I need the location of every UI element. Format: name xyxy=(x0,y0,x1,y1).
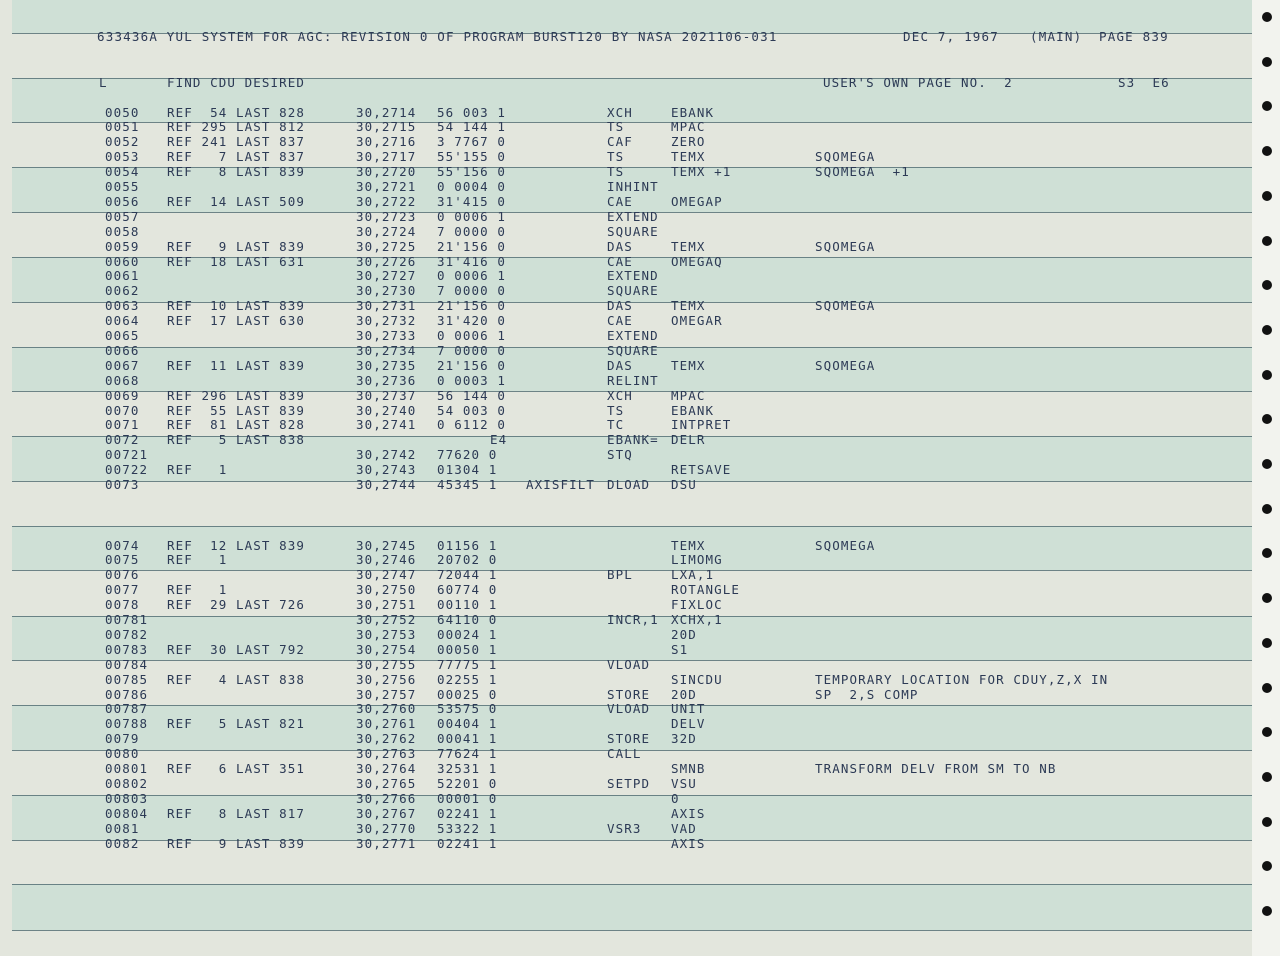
listing-address: 30,2757 xyxy=(356,686,417,702)
listing-octal-word: 00025 0 xyxy=(437,686,498,702)
listing-line-number: 0053 xyxy=(105,149,140,165)
listing-line-number: 0079 xyxy=(105,731,140,747)
listing-address: 30,2724 xyxy=(356,223,417,239)
listing-address: 30,2740 xyxy=(356,402,417,418)
listing-reference: REF 9 LAST 839 xyxy=(167,835,306,851)
listing-opcode: CAF xyxy=(607,134,633,150)
listing-address: 30,2741 xyxy=(356,417,417,433)
listing-octal-word: 0 0006 1 xyxy=(437,268,507,284)
listing-date: DEC 7, 1967 xyxy=(903,29,999,44)
listing-address: 30,2751 xyxy=(356,597,417,613)
tractor-feed-strip xyxy=(1252,0,1280,956)
listing-operand: ROTANGLE xyxy=(671,582,741,598)
listing-octal-word: 56 003 1 xyxy=(437,104,507,120)
listing-operand: VSU xyxy=(671,775,697,791)
listing-reference: REF 30 LAST 792 xyxy=(167,641,306,657)
ruled-line xyxy=(12,795,1252,796)
listing-operand: 20D xyxy=(671,626,697,642)
tractor-hole xyxy=(1262,12,1272,22)
listing-line-number: 00785 xyxy=(105,671,149,687)
listing-operand: XCHX,1 xyxy=(671,612,723,627)
listing-octal-word: 0 0004 0 xyxy=(437,179,507,194)
listing-opcode: TS xyxy=(607,149,625,165)
listing-opcode: STORE xyxy=(607,731,651,747)
listing-comment: SQOMEGA xyxy=(815,298,876,314)
listing-address: 30,2725 xyxy=(356,238,417,254)
listing-opcode: DAS xyxy=(607,238,633,254)
listing-opcode: EBANK= xyxy=(607,432,659,448)
listing-octal-word: 00110 1 xyxy=(437,597,498,613)
listing-octal-word: 32531 1 xyxy=(437,761,498,776)
listing-operand: S1 xyxy=(671,641,689,657)
listing-opcode: STQ xyxy=(607,447,633,463)
listing-address: 30,2720 xyxy=(356,164,417,180)
listing-line-number: 00784 xyxy=(105,656,149,672)
listing-comment: TEMPORARY LOCATION FOR CDUY,Z,X IN xyxy=(815,671,1109,687)
listing-address: 30,2715 xyxy=(356,119,417,135)
listing-line-number: 0063 xyxy=(105,298,140,314)
listing-octal-word: 72044 1 xyxy=(437,567,498,583)
listing-opcode: EXTEND xyxy=(607,268,659,284)
listing-line-number: 00783 xyxy=(105,641,149,657)
listing-opcode: SQUARE xyxy=(607,223,659,239)
listing-line-number: 00803 xyxy=(105,790,149,806)
listing-operand: EBANK xyxy=(671,402,715,418)
listing-line-number: 0067 xyxy=(105,357,140,373)
listing-address: 30,2721 xyxy=(356,179,417,194)
listing-operand: TEMX xyxy=(671,298,706,314)
listing-line-number: 0075 xyxy=(105,552,140,568)
listing-reference: REF 14 LAST 509 xyxy=(167,193,306,209)
listing-reference: REF 1 xyxy=(167,552,228,568)
listing-octal-word: 54 003 0 xyxy=(437,402,507,418)
listing-opcode: SQUARE xyxy=(607,342,659,358)
listing-line-number: 00786 xyxy=(105,686,149,702)
listing-octal-word: 53575 0 xyxy=(437,701,498,717)
listing-address: 30,2763 xyxy=(356,746,417,762)
listing-octal-word: 00024 1 xyxy=(437,626,498,642)
listing-address: 30,2770 xyxy=(356,820,417,836)
listing-line-number: 0080 xyxy=(105,746,140,762)
listing-reference: REF 8 LAST 839 xyxy=(167,164,306,180)
tractor-hole xyxy=(1262,504,1272,514)
listing-line-number: 0058 xyxy=(105,223,140,239)
listing-octal-word: 0 0006 1 xyxy=(437,328,507,343)
listing-opcode: CAE xyxy=(607,253,633,269)
listing-line-number: 00802 xyxy=(105,775,149,791)
listing-address: 30,2731 xyxy=(356,298,417,314)
listing-reference: REF 6 LAST 351 xyxy=(167,761,306,776)
listing-comment: SQOMEGA +1 xyxy=(815,164,910,180)
listing-octal-word: 7 0000 0 xyxy=(437,283,507,299)
listing-opcode: EXTEND xyxy=(607,328,659,343)
listing-octal-word: 77620 0 xyxy=(437,447,498,463)
listing-octal-word: 02241 1 xyxy=(437,835,498,851)
listing-reference: REF 10 LAST 839 xyxy=(167,298,306,314)
listing-operand: DELR xyxy=(671,432,706,448)
tractor-hole xyxy=(1262,146,1272,156)
listing-reference: REF 7 LAST 837 xyxy=(167,149,306,165)
listing-octal-word: 00404 1 xyxy=(437,716,498,732)
tractor-hole xyxy=(1262,593,1272,603)
listing-octal-word: 7 0000 0 xyxy=(437,223,507,239)
listing-octal-word: 64110 0 xyxy=(437,612,498,627)
listing-octal-word: 31'415 0 xyxy=(437,193,507,209)
listing-octal-word: 01156 1 xyxy=(437,537,498,553)
tractor-hole xyxy=(1262,683,1272,693)
listing-comment: SQOMEGA xyxy=(815,357,876,373)
listing-operand: TEMX xyxy=(671,238,706,254)
listing-opcode: VLOAD xyxy=(607,701,651,717)
listing-line-number: 00781 xyxy=(105,612,149,627)
listing-reference: REF 4 LAST 838 xyxy=(167,671,306,687)
listing-operand: 0 xyxy=(671,790,680,806)
listing-comment: SP 2,S COMP xyxy=(815,686,919,702)
listing-octal-word: 31'416 0 xyxy=(437,253,507,269)
listing-line-number: 0082 xyxy=(105,835,140,851)
listing-reference: REF 296 LAST 839 xyxy=(167,387,306,403)
listing-operand: OMEGAR xyxy=(671,313,723,329)
listing-octal-word: 21'156 0 xyxy=(437,298,507,314)
listing-reference: REF 1 xyxy=(167,462,228,478)
listing-address: 30,2750 xyxy=(356,582,417,598)
listing-address: 30,2755 xyxy=(356,656,417,672)
listing-octal-word: 7 0000 0 xyxy=(437,342,507,358)
listing-line-number: 0055 xyxy=(105,179,140,194)
listing-operand: AXIS xyxy=(671,835,706,851)
ruled-line xyxy=(12,884,1252,885)
listing-line-number: 0072 xyxy=(105,432,140,448)
listing-reference: REF 241 LAST 837 xyxy=(167,134,306,150)
listing-operand: MPAC xyxy=(671,119,706,135)
listing-octal-word: 21'156 0 xyxy=(437,238,507,254)
listing-line-number: 0051 xyxy=(105,119,140,135)
listing-opcode: EXTEND xyxy=(607,208,659,224)
tractor-hole xyxy=(1262,191,1272,201)
listing-opcode: TS xyxy=(607,119,625,135)
listing-octal-word: 00001 0 xyxy=(437,790,498,806)
listing-address: 30,2753 xyxy=(356,626,417,642)
listing-address: 30,2714 xyxy=(356,104,417,120)
listing-line-number: 0077 xyxy=(105,582,140,598)
tractor-hole xyxy=(1262,638,1272,648)
listing-octal-word: 0 6112 0 xyxy=(437,417,507,433)
listing-octal-word: 02255 1 xyxy=(437,671,498,687)
listing-reference: REF 55 LAST 839 xyxy=(167,402,306,418)
listing-octal-word: 54 144 1 xyxy=(437,119,507,135)
listing-operand: VAD xyxy=(671,820,697,836)
listing-address: 30,2766 xyxy=(356,790,417,806)
listing-octal-word: 01304 1 xyxy=(437,462,498,478)
listing-reference: REF 12 LAST 839 xyxy=(167,537,306,553)
listing-reference: REF 81 LAST 828 xyxy=(167,417,306,433)
listing-title: 633436A YUL SYSTEM FOR AGC: REVISION 0 OF PROGRAM BURST120 BY NASA 2021106-031 xyxy=(97,29,778,44)
tractor-hole xyxy=(1262,727,1272,737)
listing-address: 30,2744 xyxy=(356,477,417,492)
listing-section: (MAIN) xyxy=(1030,29,1083,44)
listing-line-number: 0070 xyxy=(105,402,140,418)
tractor-hole xyxy=(1262,861,1272,871)
listing-opcode: RELINT xyxy=(607,372,659,388)
listing-reference: REF 18 LAST 631 xyxy=(167,253,306,269)
listing-opcode: SETPD xyxy=(607,775,651,791)
listing-line-number: 0060 xyxy=(105,253,140,269)
tractor-hole xyxy=(1262,236,1272,246)
listing-address: 30,2746 xyxy=(356,552,417,568)
listing-operand: TEMX +1 xyxy=(671,164,732,180)
listing-reference: REF 1 xyxy=(167,582,228,598)
listing-line-number: 0052 xyxy=(105,134,140,150)
listing-operand: EBANK xyxy=(671,104,715,120)
listing-line-number: 0073 xyxy=(105,477,140,492)
listing-line-number: 0078 xyxy=(105,597,140,613)
listing-operand: FIXLOC xyxy=(671,597,723,613)
listing-octal-word: 02241 1 xyxy=(437,805,498,821)
listing-address: 30,2767 xyxy=(356,805,417,821)
tractor-hole xyxy=(1262,370,1272,380)
listing-operand: LXA,1 xyxy=(671,567,715,583)
tractor-hole xyxy=(1262,57,1272,67)
listing-comment: SQOMEGA xyxy=(815,537,876,553)
tractor-hole xyxy=(1262,772,1272,782)
listing-line-number: 00722 xyxy=(105,462,149,478)
listing-operand: UNIT xyxy=(671,701,706,717)
listing-line-number: 00788 xyxy=(105,716,149,732)
listing-comment: SQOMEGA xyxy=(815,238,876,254)
listing-line-number: 00787 xyxy=(105,701,149,717)
listing-address: 30,2747 xyxy=(356,567,417,583)
listing-address: 30,2732 xyxy=(356,313,417,329)
listing-octal-word: 0 0003 1 xyxy=(437,372,507,388)
listing-opcode: CAE xyxy=(607,313,633,329)
listing-line-number: 00782 xyxy=(105,626,149,642)
listing-line-number: 00804 xyxy=(105,805,149,821)
listing-address: 30,2752 xyxy=(356,612,417,627)
log-section-codes: S3 E6 xyxy=(1118,75,1170,90)
listing-line-number: 0059 xyxy=(105,238,140,254)
listing-address: 30,2733 xyxy=(356,328,417,343)
listing-address: 30,2726 xyxy=(356,253,417,269)
listing-address: 30,2760 xyxy=(356,701,417,717)
listing-octal-word: 31'420 0 xyxy=(437,313,507,329)
listing-reference: REF 9 LAST 839 xyxy=(167,238,306,254)
listing-line-number: 0068 xyxy=(105,372,140,388)
listing-line-number: 0081 xyxy=(105,820,140,836)
listing-address: 30,2762 xyxy=(356,731,417,747)
listing-address: 30,2745 xyxy=(356,537,417,553)
listing-operand: DSU xyxy=(671,477,697,492)
log-section-type: L xyxy=(99,75,108,90)
listing-octal-word: 00041 1 xyxy=(437,731,498,747)
listing-octal-word: E4 xyxy=(490,432,508,448)
listing-reference: REF 29 LAST 726 xyxy=(167,597,306,613)
listing-operand: TEMX xyxy=(671,149,706,165)
listing-opcode: INCR,1 xyxy=(607,612,659,627)
listing-operand: AXIS xyxy=(671,805,706,821)
listing-operand: ZERO xyxy=(671,134,706,150)
listing-line-number: 0064 xyxy=(105,313,140,329)
listing-reference: REF 54 LAST 828 xyxy=(167,104,306,120)
page-number: PAGE 839 xyxy=(1099,29,1169,44)
listing-operand: OMEGAQ xyxy=(671,253,723,269)
listing-address: 30,2761 xyxy=(356,716,417,732)
listing-line-number: 0074 xyxy=(105,537,140,553)
listing-octal-word: 77775 1 xyxy=(437,656,498,672)
tractor-hole xyxy=(1262,906,1272,916)
listing-address: 30,2723 xyxy=(356,208,417,224)
listing-octal-word: 00050 1 xyxy=(437,641,498,657)
log-section-caption: FIND CDU DESIRED xyxy=(167,75,306,90)
listing-octal-word: 52201 0 xyxy=(437,775,498,791)
listing-opcode: STORE xyxy=(607,686,651,702)
listing-opcode: TS xyxy=(607,402,625,418)
listing-comment: TRANSFORM DELV FROM SM TO NB xyxy=(815,761,1057,776)
listing-address: 30,2771 xyxy=(356,835,417,851)
listing-octal-word: 60774 0 xyxy=(437,582,498,598)
listing-address: 30,2764 xyxy=(356,761,417,776)
listing-octal-word: 20702 0 xyxy=(437,552,498,568)
listing-opcode: CALL xyxy=(607,746,642,762)
listing-reference: REF 295 LAST 812 xyxy=(167,119,306,135)
listing-opcode: BPL xyxy=(607,567,633,583)
listing-line-number: 0069 xyxy=(105,387,140,403)
listing-address: 30,2737 xyxy=(356,387,417,403)
listing-opcode: DLOAD xyxy=(607,477,651,492)
listing-line-number: 0076 xyxy=(105,567,140,583)
listing-address: 30,2742 xyxy=(356,447,417,463)
listing-opcode: SQUARE xyxy=(607,283,659,299)
listing-comment: SQOMEGA xyxy=(815,149,876,165)
listing-line-number: 0062 xyxy=(105,283,140,299)
listing-address: 30,2735 xyxy=(356,357,417,373)
greenbar-band xyxy=(12,884,1252,930)
listing-operand: OMEGAP xyxy=(671,193,723,209)
listing-address: 30,2756 xyxy=(356,671,417,687)
tractor-hole xyxy=(1262,101,1272,111)
tractor-hole xyxy=(1262,459,1272,469)
listing-opcode: VLOAD xyxy=(607,656,651,672)
listing-operand: SINCDU xyxy=(671,671,723,687)
ruled-line xyxy=(12,526,1252,527)
listing-reference: REF 11 LAST 839 xyxy=(167,357,306,373)
listing-operand: 20D xyxy=(671,686,697,702)
tractor-hole xyxy=(1262,280,1272,290)
listing-line-number: 0066 xyxy=(105,342,140,358)
listing-reference: REF 8 LAST 817 xyxy=(167,805,306,821)
listing-operand: DELV xyxy=(671,716,706,732)
listing-operand: TEMX xyxy=(671,537,706,553)
listing-opcode: CAE xyxy=(607,193,633,209)
listing-address: 30,2765 xyxy=(356,775,417,791)
listing-address: 30,2736 xyxy=(356,372,417,388)
listing-reference: REF 5 LAST 838 xyxy=(167,432,306,448)
listing-line-number: 0071 xyxy=(105,417,140,433)
listing-line-number: 0056 xyxy=(105,193,140,209)
listing-address: 30,2716 xyxy=(356,134,417,150)
listing-reference: REF 5 LAST 821 xyxy=(167,716,306,732)
listing-operand: 32D xyxy=(671,731,697,747)
listing-line-number: 00801 xyxy=(105,761,149,776)
listing-octal-word: 0 0006 1 xyxy=(437,208,507,224)
tractor-hole xyxy=(1262,414,1272,424)
listing-address: 30,2727 xyxy=(356,268,417,284)
listing-opcode: DAS xyxy=(607,298,633,314)
listing-operand: LIMOMG xyxy=(671,552,723,568)
listing-octal-word: 45345 1 xyxy=(437,477,498,492)
listing-address: 30,2754 xyxy=(356,641,417,657)
listing-octal-word: 77624 1 xyxy=(437,746,498,762)
listing-label: AXISFILT xyxy=(526,477,596,492)
listing-line-number: 0057 xyxy=(105,208,140,224)
listing-opcode: TS xyxy=(607,164,625,180)
listing-octal-word: 56 144 0 xyxy=(437,387,507,403)
listing-operand: RETSAVE xyxy=(671,462,732,478)
listing-reference: REF 17 LAST 630 xyxy=(167,313,306,329)
tractor-hole xyxy=(1262,548,1272,558)
listing-line-number: 0054 xyxy=(105,164,140,180)
listing-opcode: XCH xyxy=(607,387,633,403)
listing-octal-word: 55'156 0 xyxy=(437,164,507,180)
listing-address: 30,2722 xyxy=(356,193,417,209)
listing-opcode: INHINT xyxy=(607,179,659,194)
listing-line-number: 0065 xyxy=(105,328,140,343)
listing-address: 30,2717 xyxy=(356,149,417,165)
listing-operand: TEMX xyxy=(671,357,706,373)
ruled-line xyxy=(12,930,1252,931)
tractor-hole xyxy=(1262,325,1272,335)
listing-address: 30,2734 xyxy=(356,342,417,358)
listing-opcode: XCH xyxy=(607,104,633,120)
listing-opcode: TC xyxy=(607,417,625,433)
listing-address: 30,2730 xyxy=(356,283,417,299)
listing-octal-word: 21'156 0 xyxy=(437,357,507,373)
listing-operand: MPAC xyxy=(671,387,706,403)
listing-opcode: DAS xyxy=(607,357,633,373)
listing-octal-word: 53322 1 xyxy=(437,820,498,836)
listing-line-number: 0061 xyxy=(105,268,140,284)
listing-line-number: 00721 xyxy=(105,447,149,463)
tractor-hole xyxy=(1262,817,1272,827)
listing-octal-word: 55'155 0 xyxy=(437,149,507,165)
listing-operand: SMNB xyxy=(671,761,706,776)
listing-opcode: VSR3 xyxy=(607,820,642,836)
users-page-number: USER'S OWN PAGE NO. 2 xyxy=(823,75,1013,90)
listing-operand: INTPRET xyxy=(671,417,732,433)
listing-octal-word: 3 7767 0 xyxy=(437,134,507,150)
listing-address: 30,2743 xyxy=(356,462,417,478)
listing-line-number: 0050 xyxy=(105,104,140,120)
